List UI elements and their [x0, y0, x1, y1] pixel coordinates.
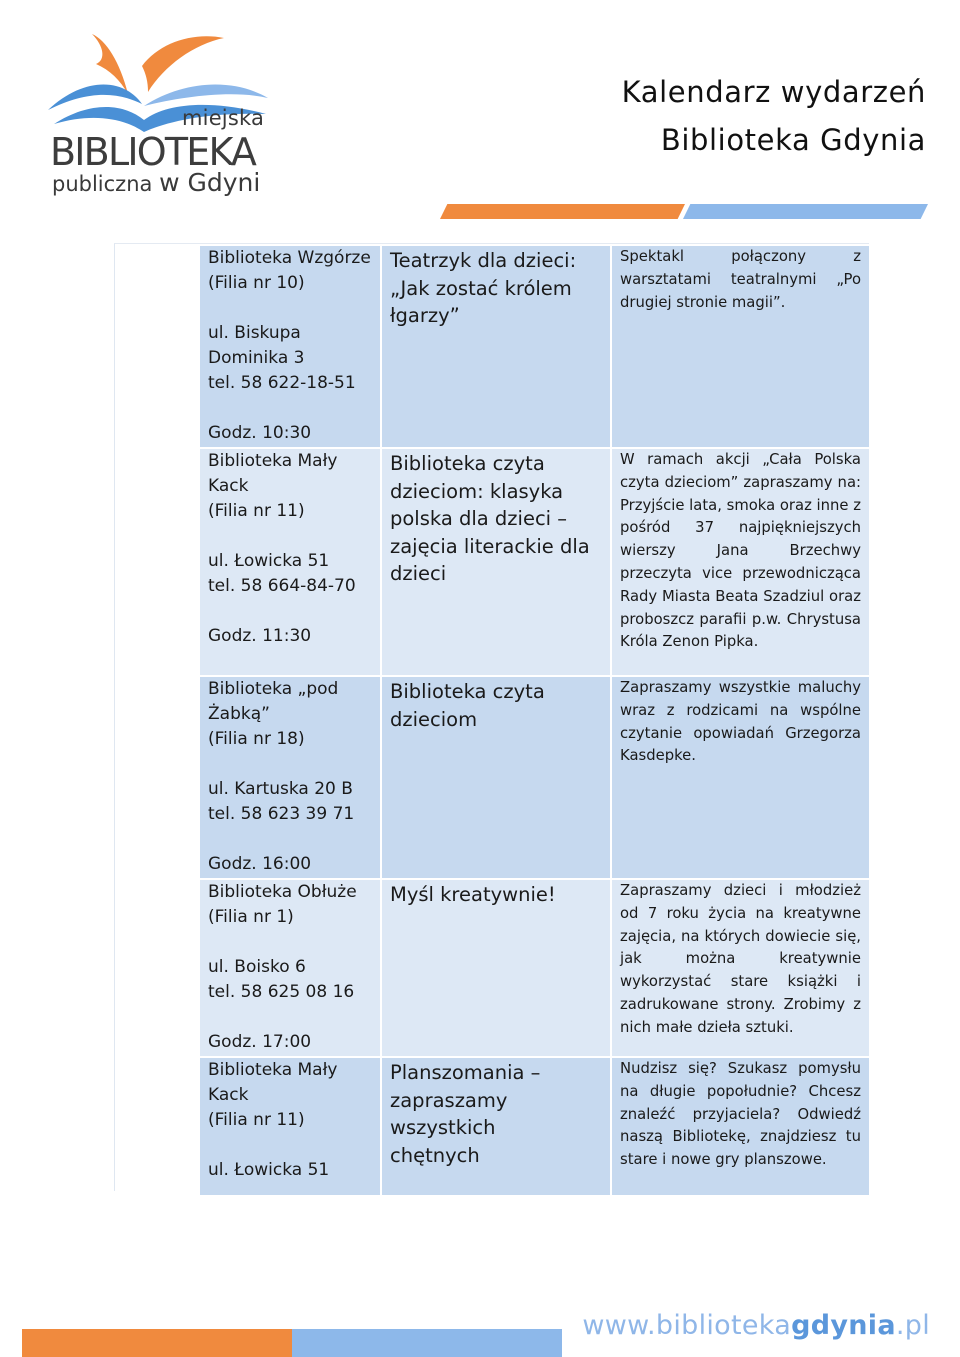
logo-text-publiczna — [52, 170, 260, 197]
event-place — [200, 1058, 380, 1195]
place-line: ul. Kartuska 20 B — [208, 779, 353, 799]
footer-website-link[interactable] — [582, 1310, 930, 1341]
title-line: zapraszamy wszystkich — [390, 1088, 508, 1139]
footer-bar-blue — [292, 1329, 562, 1357]
logo-text-publiczna-part: publiczna — [52, 172, 153, 196]
title-line: Teatrzyk dla dzieci: — [390, 249, 577, 272]
footer-bar-orange — [22, 1329, 292, 1357]
place-line: Biblioteka Mały — [208, 451, 338, 471]
place-line: tel. 58 623 39 71 — [208, 804, 355, 824]
title-line: polska dla dzieci – — [390, 507, 568, 530]
place-line: (Filia nr 11) — [208, 1110, 305, 1130]
title-line: dzieci — [390, 562, 447, 585]
place-line: ul. Biskupa — [208, 323, 301, 343]
event-row — [200, 880, 869, 1058]
place-line: Kack — [208, 1085, 249, 1105]
title-line: łgarzy” — [390, 304, 460, 327]
title-line: Myśl kreatywnie! — [390, 883, 556, 906]
header-stripe-orange — [440, 204, 685, 219]
title-line: zajęcia literackie dla — [390, 534, 590, 558]
place-line: Biblioteka „pod — [208, 679, 339, 699]
title-line: dzieciom — [390, 707, 478, 731]
place-line: Godz. 16:00 — [208, 854, 312, 874]
place-line: Biblioteka Obłuże — [208, 882, 357, 902]
logo-text-biblioteka: BIBLIOTEKA — [50, 130, 256, 174]
place-line: Żabką” — [208, 704, 270, 724]
place-line: tel. 58 622-18-51 — [208, 373, 356, 393]
event-description: Spektakl połączony z warsztatami teatralnymi „Po drugiej stronie magii”. — [612, 246, 869, 447]
page-title — [622, 68, 926, 164]
library-logo — [44, 28, 274, 203]
event-row — [200, 246, 869, 449]
title-line: Planszomania – — [390, 1061, 541, 1084]
place-line: (Filia nr 10) — [208, 273, 305, 293]
place-line: (Filia nr 18) — [208, 729, 305, 749]
title-line: Biblioteka czyta — [390, 680, 545, 703]
place-line: (Filia nr 11) — [208, 501, 305, 521]
event-place — [200, 449, 380, 675]
logo-text-miejska: miejska — [182, 106, 265, 130]
header-stripe-blue — [683, 204, 928, 219]
event-title — [380, 1058, 612, 1195]
place-line: Dominika 3 — [208, 348, 305, 368]
place-line: tel. 58 664-84-70 — [208, 576, 356, 596]
footer-url-bold: gdynia — [791, 1310, 896, 1341]
event-description: Zapraszamy dzieci i młodzież od 7 roku życia na kreatywne zajęcia, na których dowiecie się, jak można kreatywnie wykorzystać stare książki i zadrukowane strony. Zrobimy z nich małe dzieła sztuki. — [612, 880, 869, 1056]
event-description: Zapraszamy wszystkie maluchy wraz z rodzicami na wspólne czytanie opowiadań Grzegorza Kasdepke. — [612, 677, 869, 878]
place-line: (Filia nr 1) — [208, 907, 294, 927]
place-line: ul. Łowicka 51 — [208, 551, 330, 571]
title-line: chętnych — [390, 1143, 480, 1167]
events-table — [200, 246, 869, 1197]
title-line: „Jak zostać królem — [390, 276, 572, 300]
event-title — [380, 677, 612, 878]
event-title — [380, 449, 612, 675]
page-title-line-2: Biblioteka Gdynia — [660, 123, 926, 157]
place-line: Biblioteka Wzgórze — [208, 248, 371, 268]
title-line: Biblioteka czyta — [390, 452, 545, 475]
place-line: ul. Łowicka 51 — [208, 1160, 330, 1180]
place-line: ul. Boisko 6 — [208, 957, 306, 977]
title-line: dzieciom: klasyka — [390, 479, 564, 503]
footer-url-prefix: www.biblioteka — [582, 1310, 792, 1341]
page-title-line-1: Kalendarz wydarzeń — [621, 75, 926, 109]
place-line: tel. 58 625 08 16 — [208, 982, 355, 1002]
place-line: Godz. 11:30 — [208, 626, 312, 646]
event-row — [200, 449, 869, 677]
event-row — [200, 677, 869, 880]
event-title — [380, 246, 612, 447]
footer-url-suffix: .pl — [895, 1310, 930, 1341]
logo-text-w-gdyni: w Gdyni — [159, 168, 261, 197]
event-description: Nudzisz się? Szukasz pomysłu na długie popołudnie? Chcesz znaleźć przyjaciela? Odwiedź naszą Bibliotekę, znajdziesz tu stare i nowe gry planszowe. — [612, 1058, 869, 1195]
place-line: Godz. 17:00 — [208, 1032, 312, 1052]
place-line: Kack — [208, 476, 249, 496]
event-place — [200, 880, 380, 1056]
place-line: Godz. 10:30 — [208, 423, 312, 443]
event-title — [380, 880, 612, 1056]
event-place — [200, 246, 380, 447]
event-description: W ramach akcji „Cała Polska czyta dzieciom” zapraszamy na: Przyjście lata, smoka oraz inne z pośród 37 najpiękniejszych wierszy Jana Brzechwy przeczyta vice przewodnicząca Rady Miasta Beata Szadziul oraz proboszcz parafii p.w. Chrystusa Króla Zenon Pipka. — [612, 449, 869, 675]
place-line: Biblioteka Mały — [208, 1060, 338, 1080]
event-place — [200, 677, 380, 878]
event-row — [200, 1058, 869, 1197]
